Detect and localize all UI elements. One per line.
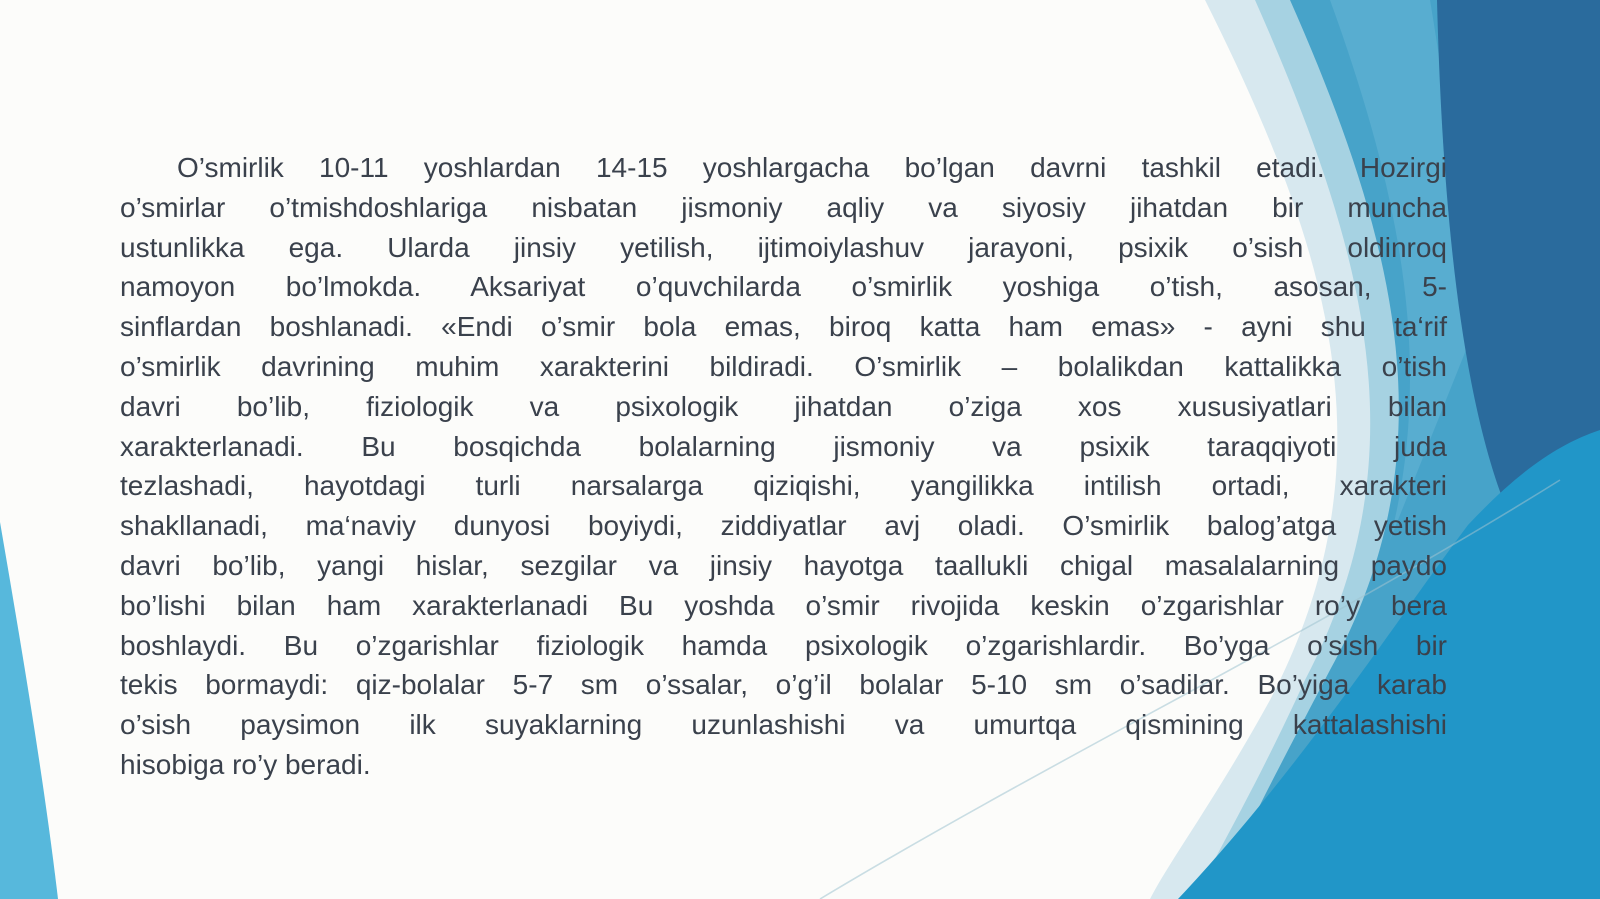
text-line-12: bo’lishi bilan ham xarakterlanadi Bu yoshda o’smir rivojida keskin o’zgarishlar ro’y bera xyxy=(120,589,1447,621)
text-line-11: davri bo’lib, yangi hislar, sezgilar va jinsiy hayotga taallukli chigal masalalarning paydo xyxy=(120,549,1447,581)
text-line-14: tekis bormaydi: qiz-bolalar 5-7 sm o’ssalar, o’g’il bolalar 5-10 sm o’sadilar. Bo’yiga karab xyxy=(120,669,1447,701)
text-line-10: shakllanadi, ma‘naviy dunyosi boyiydi, ziddiyatlar avj oladi. O’smirlik balog’atga yetish xyxy=(120,510,1447,542)
text-line-9: tezlashadi, hayotdagi turli narsalarga qiziqishi, yangilikka intilish ortadi, xarakteri xyxy=(120,470,1447,502)
left-wedge-shape xyxy=(0,522,58,899)
text-line-8: xarakterlanadi. Bu bosqichda bolalarning jismoniy va psixik taraqqiyoti juda xyxy=(120,430,1447,462)
slide-body-text xyxy=(120,148,1447,785)
text-line-16: hisobiga ro’y beradi. xyxy=(120,748,371,780)
text-line-13: boshlaydi. Bu o’zgarishlar fiziologik hamda psixologik o’zgarishlardir. Bo’yga o’sish bir xyxy=(120,629,1447,661)
text-line-7: davri bo’lib, fiziologik va psixologik jihatdan o’ziga xos xususiyatlari bilan xyxy=(120,390,1447,422)
text-line-4: namoyon bo’lmokda. Aksariyat o’quvchilarda o’smirlik yoshiga o’tish, asosan, 5- xyxy=(120,271,1447,303)
text-line-5: sinflardan boshlanadi. «Endi o’smir bola emas, biroq katta ham emas» - ayni shu ta‘rif xyxy=(120,311,1447,343)
text-line-15: o’sish paysimon ilk suyaklarning uzunlashishi va umurtqa qismining kattalashishi xyxy=(120,709,1447,741)
text-line-2: o’smirlar o’tmishdoshlariga nisbatan jismoniy aqliy va siyosiy jihatdan bir muncha xyxy=(120,191,1447,223)
text-line-3: ustunlikka ega. Ularda jinsiy yetilish, ijtimoiylashuv jarayoni, psixik o’sish oldinroq xyxy=(120,231,1447,263)
text-line-6: o’smirlik davrining muhim xarakterini bildiradi. O’smirlik – bolalikdan kattalikka o’tish xyxy=(120,350,1447,382)
text-line-1: O’smirlik 10-11 yoshlardan 14-15 yoshlargacha bo’lgan davrni tashkil etadi. Hozirgi xyxy=(177,152,1447,183)
